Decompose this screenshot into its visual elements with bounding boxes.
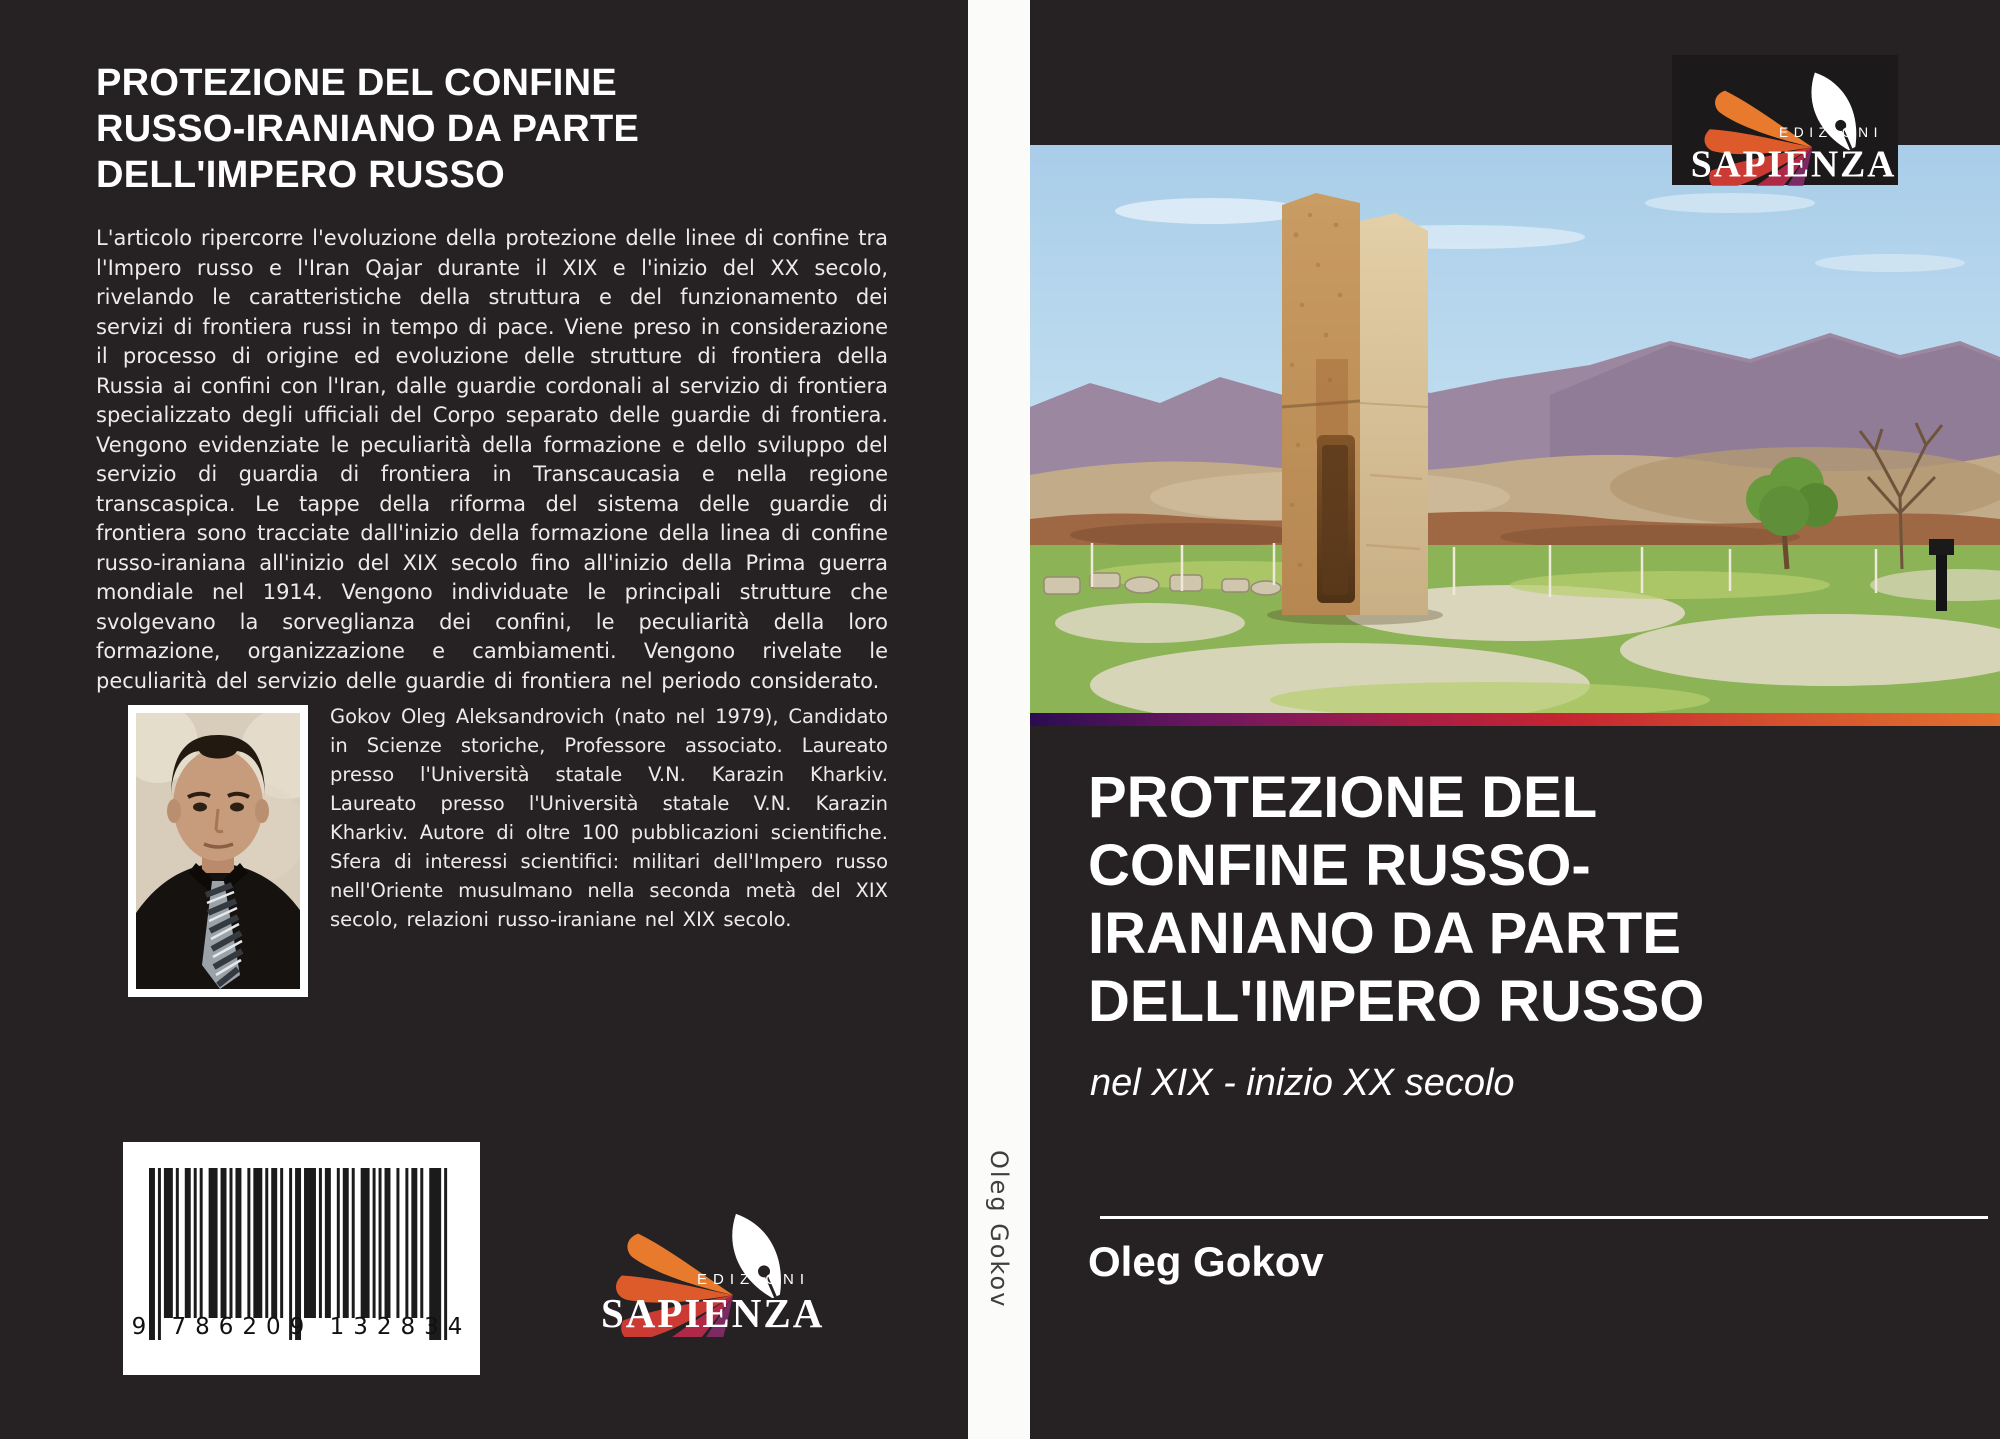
author-divider-line [1100,1216,1988,1219]
spine-author: Oleg Gokov [985,1150,1013,1309]
spine [968,0,1030,1439]
author-bio: Gokov Oleg Aleksandrovich (nato nel 1979), Candidato in Scienze storiche, Professore associato. Laureato presso l'Università statale V.N. Karazin Kharkiv. Laureato presso l'Università statale V.N. Karazin Kharkiv. Autore di oltre 100 pubblicazioni scientifiche. Sfera di interessi scientifici: militari dell'Impero russo nell'Oriente musulmano nella seconda metà del XIX secolo, relazioni russo-iraniane nel XIX secolo. [330,705,888,931]
front-cover [1030,0,2000,1439]
author-photo [128,705,308,997]
back-cover-title: PROTEZIONE DEL CONFINE RUSSO-IRANIANO DA PARTE DELL'IMPERO RUSSO [96,62,640,196]
front-cover-title: PROTEZIONE DEL CONFINE RUSSO-IRANIANO DA PARTE DELL'IMPERO RUSSO [1088,765,1705,1034]
front-cover-subtitle: nel XIX - inizio XX secolo [1090,1062,1515,1104]
barcode [123,1142,480,1375]
stone-monument [1267,193,1443,625]
landscape-illustration [1030,145,2000,713]
back-cover [0,0,968,1439]
author-portrait-illustration [136,713,300,989]
publisher-logo-back [585,1197,825,1337]
cover-photo [1030,145,2000,713]
publisher-name-line2: SAPIENZA [601,1290,825,1336]
publisher-logo-front-box [1672,55,1898,185]
publisher-name-line1: EDIZIONI [697,1271,811,1288]
accent-gradient-strip [1030,713,2000,726]
publisher-name-line1: EDIZIONI [1779,125,1884,141]
publisher-name-line2: SAPIENZA [1690,142,1897,185]
back-cover-blurb: L'articolo ripercorre l'evoluzione della protezione delle linee di confine tra l'Impero russo e l'Iran Qajar durante il XIX e l'inizio del XX secolo, rivelando le caratteristiche della struttura e del funzionamento dei servizi di frontiera russi in tempo di pace. Viene preso in considerazione il processo di origine ed evoluzione delle strutture di frontiera della Russia ai confini con l'Iran, dalle guardie cordonali al servizio di frontiera specializzato degli ufficiali del Corpo separato delle guardie di frontiera. Vengono evidenziate le peculiarità della formazione e dello sviluppo del servizio di guardia di frontiera in Transcaucasia e nella regione transcaspica. Le tappe della riforma del sistema delle guardie di frontiera sono tracciate dall'inizio della formazione della linea di confine russo-iraniana all'inizio del XIX secolo fino all'inizio della Prima guerra mondiale nel 1914. Vengono individuate le principali strutture che svolgevano la sorveglianza dei confini, le peculiarità della loro formazione, organizzazione e cambiamenti. Vengono rivelate le peculiarità del servizio delle guardie di frontiera nel periodo considerato. [96,226,888,693]
front-cover-author: Oleg Gokov [1088,1238,1324,1285]
publisher-logo-front [1676,57,1897,186]
barcode-digits: 9 786209 132834 [131,1314,472,1340]
